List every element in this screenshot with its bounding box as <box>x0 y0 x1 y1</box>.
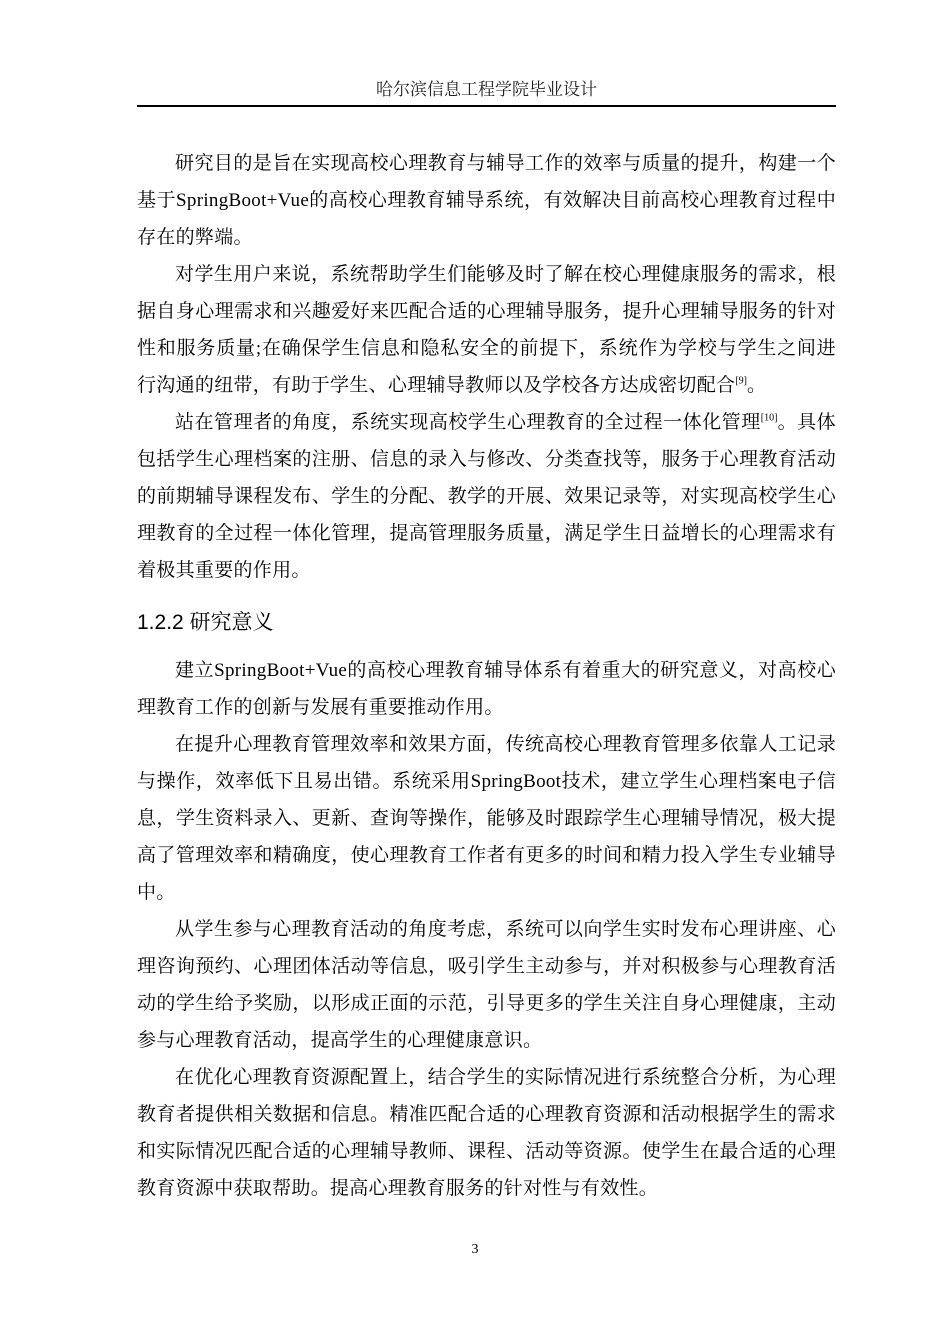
page-number: 3 <box>471 1242 479 1257</box>
paragraph-text-tail: 。 <box>746 375 767 396</box>
paragraph-student-users <box>137 256 836 404</box>
paragraph-text: 在提升心理教育管理效率和效果方面，传统高校心理教育管理多依靠人工记录与操作，效率低下且易出错。系统采用SpringBoot技术，建立学生心理档案电子信息，学生资料录入、更新、查询等操作，能够及时跟踪学生心理辅导情况，极大提高了管理效率和精确度，使心理教育工作者有更多的时间和精力投入学生专业辅导中。 <box>137 734 836 903</box>
paragraph-administrators <box>137 404 836 589</box>
citation-ref[interactable]: [9] <box>735 375 747 387</box>
paragraph-text: 站在管理者的角度，系统实现高校学生心理教育的全过程一体化管理 <box>175 412 761 433</box>
paragraph-management-efficiency <box>137 726 836 911</box>
citation-ref[interactable]: [10] <box>760 412 778 424</box>
paragraph-resource-allocation <box>137 1059 836 1207</box>
paragraph-text: 在优化心理教育资源配置上，结合学生的实际情况进行系统整合分析，为心理教育者提供相关数据和信息。精准匹配合适的心理教育资源和活动根据学生的需求和实际情况匹配合适的心理辅导教师、课程、活动等资源。使学生在最合适的心理教育资源中获取帮助。提高心理教育服务的针对性与有效性。 <box>137 1067 836 1199</box>
document-body <box>137 145 836 1207</box>
section-heading: 1.2.2 研究意义 <box>137 611 274 634</box>
paragraph-text: 从学生参与心理教育活动的角度考虑，系统可以向学生实时发布心理讲座、心理咨询预约、心理团体活动等信息，吸引学生主动参与，并对积极参与心理教育活动的学生给予奖励，以形成正面的示范，引导更多的学生关注自身心理健康，主动参与心理教育活动，提高学生的心理健康意识。 <box>137 919 836 1051</box>
paragraph-text-tail: 。具体包括学生心理档案的注册、信息的录入与修改、分类查找等，服务于心理教育活动的前期辅导课程发布、学生的分配、教学的开展、效果记录等，对实现高校学生心理教育的全过程一体化管理，提高管理服务质量，满足学生日益增长的心理需求有着极其重要的作用。 <box>137 412 836 581</box>
paragraph-text: 建立SpringBoot+Vue的高校心理教育辅导体系有着重大的研究意义，对高校心理教育工作的创新与发展有重要推动作用。 <box>137 660 836 718</box>
paragraph-significance-intro <box>137 652 836 726</box>
header-rule <box>137 105 836 107</box>
page-header: 哈尔滨信息工程学院毕业设计 <box>376 80 597 99</box>
paragraph-student-participation <box>137 911 836 1059</box>
paragraph-text: 研究目的是旨在实现高校心理教育与辅导工作的效率与质量的提升，构建一个基于SpringBoot+Vue的高校心理教育辅导系统，有效解决目前高校心理教育过程中存在的弊端。 <box>137 153 836 248</box>
paragraph-research-purpose <box>137 145 836 256</box>
paragraph-text: 对学生用户来说，系统帮助学生们能够及时了解在校心理健康服务的需求，根据自身心理需求和兴趣爱好来匹配合适的心理辅导服务，提升心理辅导服务的针对性和服务质量;在确保学生信息和隐私安全的前提下，系统作为学校与学生之间进行沟通的纽带，有助于学生、心理辅导教师以及学校各方达成密切配合 <box>137 264 836 396</box>
